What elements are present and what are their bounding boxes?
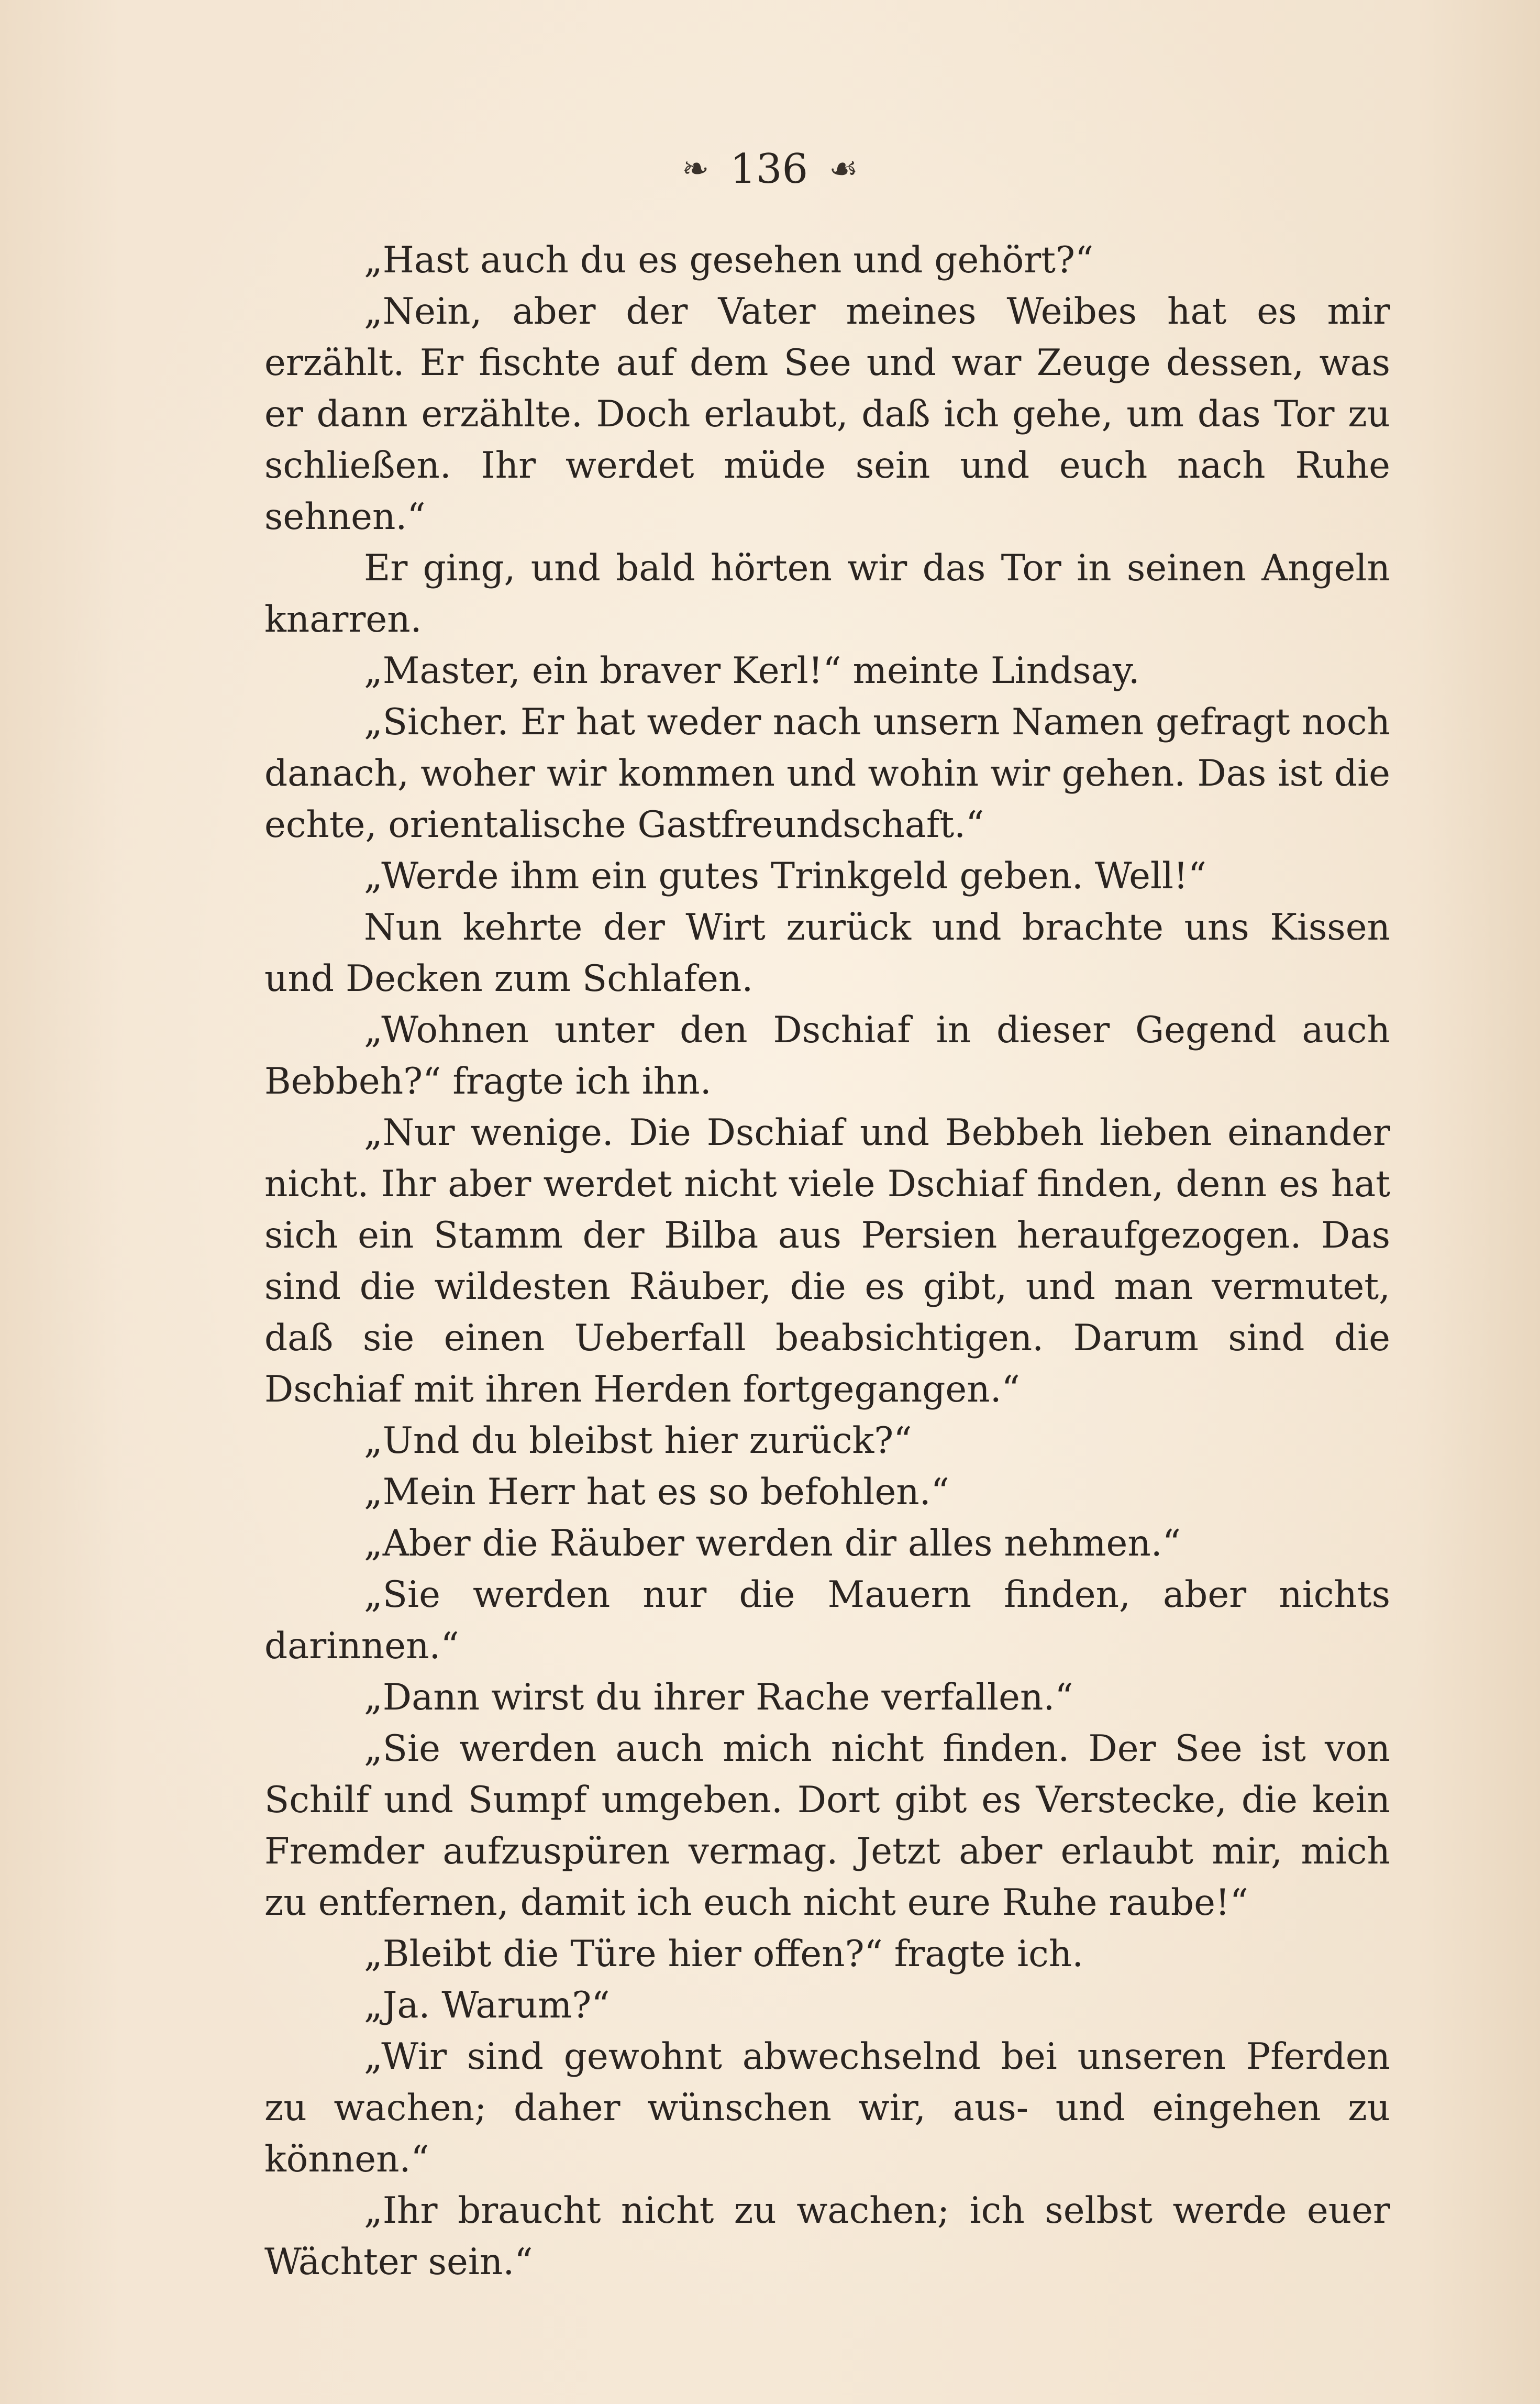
- paragraph: „Und du bleibst hier zurück?“: [364, 1420, 912, 1462]
- paragraph: „Sie werden auch mich nicht finden. Der See ist von Schilf und Sumpf umgeben. Dort gibt es Verstecke, die kein Fremder aufzuspüren vermag. Jetzt aber erlaubt mir, mich zu entfernen, damit ich euch nicht eure Ruhe raube!“: [264, 1728, 1390, 1924]
- paragraph: Nun kehrte der Wirt zurück und brachte uns Kissen und Decken zum Schlafen.: [264, 907, 1390, 1000]
- body-text: [264, 235, 1390, 2288]
- paragraph: „Nur wenige. Die Dschiaf und Bebbeh lieben einander nicht. Ihr aber werdet nicht viele Dschiaf finden, denn es hat sich ein Stamm der Bilba aus Persien heraufgezogen. Das sind die wildesten Räuber, die es gibt, und man vermutet, daß sie einen Ueberfall beabsichtigen. Darum sind die Dschiaf mit ihren Herden fortgegangen.“: [264, 1112, 1390, 1410]
- paragraph: „Wohnen unter den Dschiaf in dieser Gegend auch Bebbeh?“ fragte ich ihn.: [264, 1009, 1390, 1102]
- paragraph: Er ging, und bald hörten wir das Tor in seinen Angeln knarren.: [264, 547, 1390, 641]
- ornament-right-icon: ☙: [829, 149, 858, 188]
- paragraph: „Dann wirst du ihrer Rache verfallen.“: [364, 1677, 1073, 1718]
- page-header: [0, 146, 1540, 193]
- paragraph: „Sie werden nur die Mauern finden, aber nichts darinnen.“: [264, 1574, 1390, 1667]
- paragraph: „Aber die Räuber werden dir alles nehmen.“: [364, 1523, 1181, 1564]
- page-number: 136: [730, 146, 808, 193]
- paragraph: „Mein Herr hat es so befohlen.“: [364, 1471, 949, 1513]
- paragraph: „Werde ihm ein gutes Trinkgeld geben. Well!“: [364, 855, 1207, 897]
- paragraph: „Wir sind gewohnt abwechselnd bei unseren Pferden zu wachen; daher wünschen wir, aus- und eingehen zu können.“: [264, 2036, 1390, 2180]
- paragraph: „Ja. Warum?“: [364, 1984, 610, 2026]
- paragraph: „Nein, aber der Vater meines Weibes hat es mir erzählt. Er fischte auf dem See und war Zeuge dessen, was er dann erzählte. Doch erlaubt, daß ich gehe, um das Tor zu schließen. Ihr werdet müde sein und euch nach Ruhe sehnen.“: [264, 291, 1390, 538]
- paragraph: „Bleibt die Türe hier offen?“ fragte ich.: [364, 1933, 1084, 1975]
- paragraph: „Master, ein braver Kerl!“ meinte Lindsay.: [364, 650, 1140, 692]
- ornament-left-icon: ❧: [682, 149, 710, 188]
- paragraph: „Sicher. Er hat weder nach unsern Namen gefragt noch danach, woher wir kommen und wohin wir gehen. Das ist die echte, orientalische Gastfreundschaft.“: [264, 701, 1390, 846]
- paragraph: „Ihr braucht nicht zu wachen; ich selbst werde euer Wächter sein.“: [264, 2190, 1390, 2283]
- paragraph: „Hast auch du es gesehen und gehört?“: [364, 239, 1094, 281]
